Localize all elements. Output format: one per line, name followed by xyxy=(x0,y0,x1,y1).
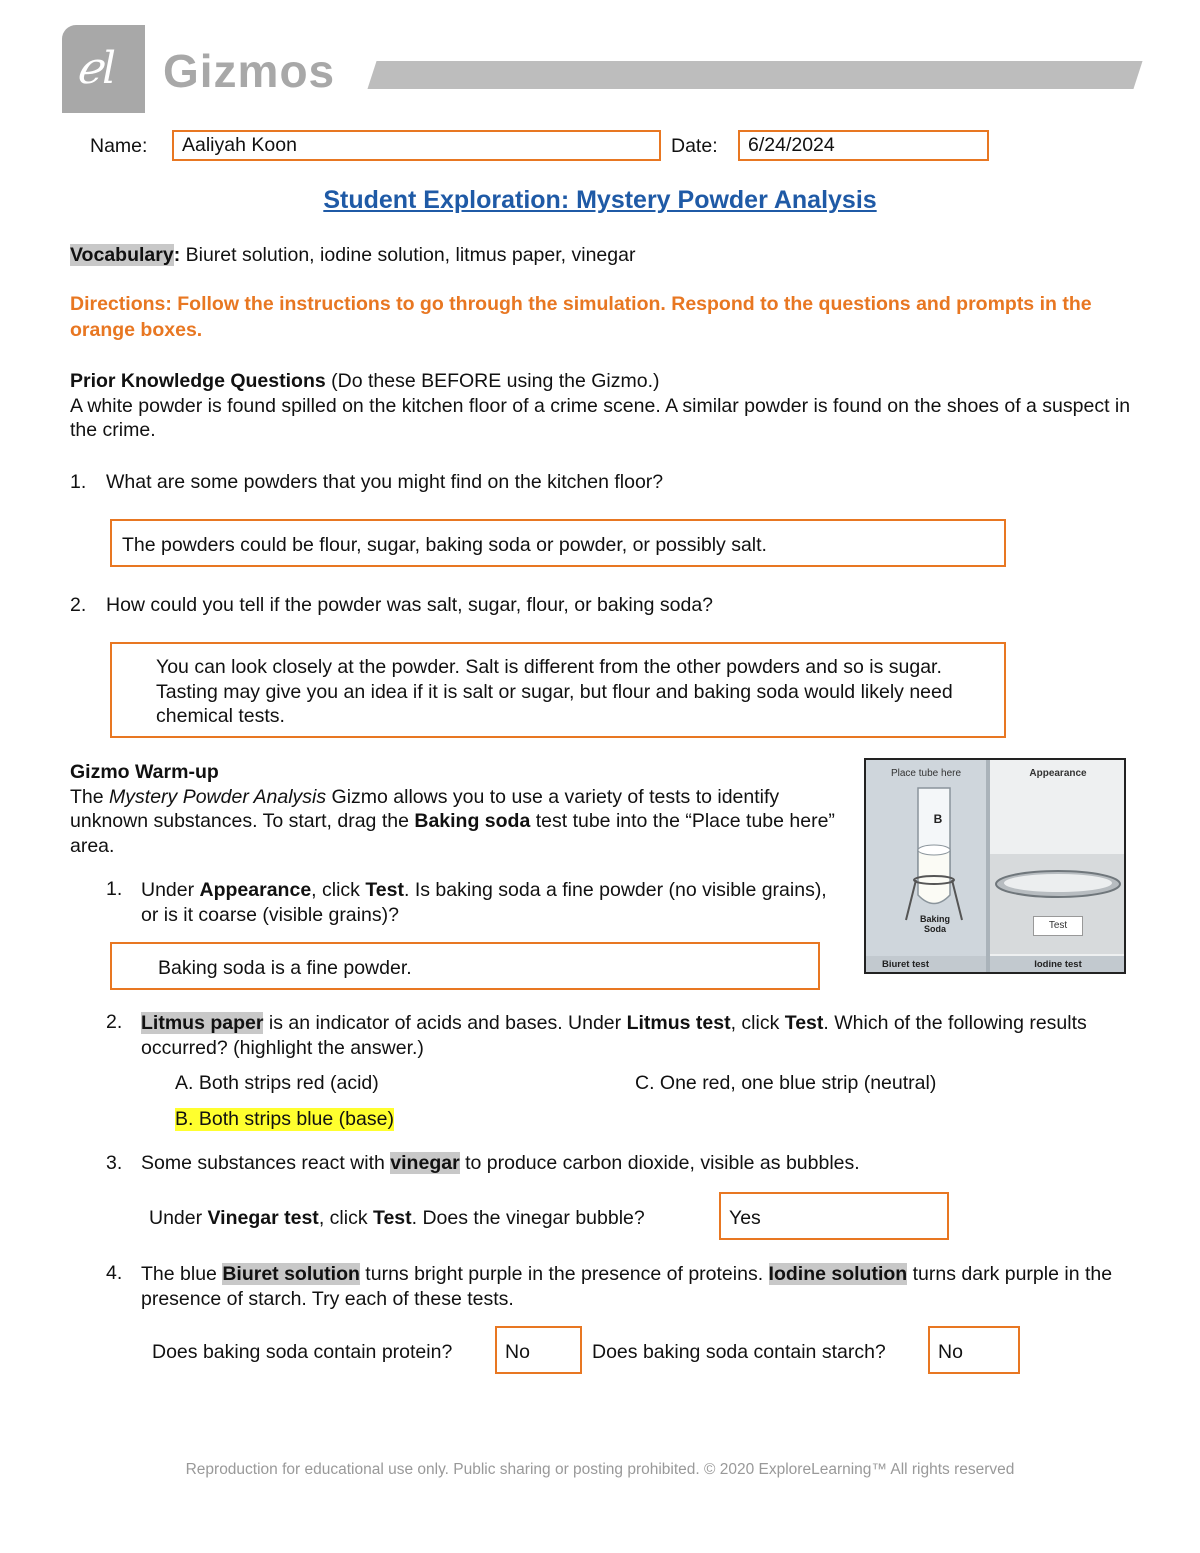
prior-q2-text: How could you tell if the powder was salt, sugar, flour, or baking soda? xyxy=(106,594,714,616)
protein-question: Does baking soda contain protein? xyxy=(152,1341,453,1363)
test-tube-icon xyxy=(866,780,986,970)
warmup-q1-number: 1. xyxy=(106,878,123,900)
prior-q1-text: What are some powders that you might find on the kitchen floor? xyxy=(106,471,664,493)
prior-q1-number: 1. xyxy=(70,471,87,493)
gizmo-screenshot xyxy=(864,758,1126,974)
option-a[interactable]: A. Both strips red (acid) xyxy=(175,1072,379,1094)
warmup-q2-number: 2. xyxy=(106,1011,123,1033)
prior-answer-1[interactable]: The powders could be flour, sugar, baking soda or powder, or possibly salt. xyxy=(110,519,1006,567)
option-b-highlighted[interactable]: B. Both strips blue (base) xyxy=(175,1108,394,1130)
directions-text: Directions: Follow the instructions to go through the simulation. Respond to the questions and prompts in the orange boxes. xyxy=(70,293,1092,341)
vocabulary-terms: Biuret solution, iodine solution, litmus paper, vinegar xyxy=(180,244,636,266)
warmup-q3-number: 3. xyxy=(106,1152,123,1174)
warmup-q1-text: Under Appearance, click Test. Is baking soda a fine powder (no visible grains), or is it coarse (visible grains)? xyxy=(141,879,827,926)
warmup-section xyxy=(70,760,840,858)
name-label: Name: xyxy=(90,135,148,157)
dish-icon xyxy=(990,866,1126,906)
logo-glyph: ℯl xyxy=(76,43,117,94)
gizmos-logo-mark xyxy=(62,25,145,113)
vocabulary-line: Vocabulary: Biuret solution, iodine solution, litmus paper, vinegar xyxy=(70,244,636,266)
prior-knowledge-section: Prior Knowledge Questions (Do these BEFORE using the Gizmo.) A white powder is found spilled on the kitchen floor of a crime scene. A similar powder is found on the shoes of a suspect in the crime. xyxy=(70,369,1135,443)
tube-letter: B xyxy=(933,812,943,826)
vinegar-answer[interactable]: Yes xyxy=(719,1192,949,1240)
starch-answer[interactable]: No xyxy=(928,1326,1020,1374)
prior-intro: A white powder is found spilled on the kitchen floor of a crime scene. A similar powder is found on the shoes of a suspect in the crime. xyxy=(70,394,1131,441)
prior-q2-number: 2. xyxy=(70,594,87,616)
warmup-q3-text: Some substances react with vinegar to produce carbon dioxide, visible as bubbles. xyxy=(141,1152,860,1174)
page-title: Student Exploration: Mystery Powder Analysis xyxy=(323,186,877,214)
prior-answer-2[interactable]: You can look closely at the powder. Salt is different from the other powders and so is sugar. Tasting may give you an idea if it is salt or sugar, but flour and baking soda would likely need chemical tests. xyxy=(110,642,1006,738)
tube-label: Baking Soda xyxy=(919,914,950,934)
warmup-answer-1[interactable]: Baking soda is a fine powder. xyxy=(110,942,820,990)
warmup-q4-number: 4. xyxy=(106,1262,123,1284)
name-field[interactable]: Aaliyah Koon xyxy=(172,130,661,161)
date-label: Date: xyxy=(671,135,718,157)
warmup-q4-text: The blue Biuret solution turns bright purple in the presence of proteins. Iodine solution turns dark purple in the presence of starch. Try each of these tests. xyxy=(141,1263,1113,1310)
warmup-q2-text: Litmus paper is an indicator of acids and bases. Under Litmus test, click Test. Which of the following results occurred? (highlight the answer.) xyxy=(141,1012,1087,1059)
copyright-footer: Reproduction for educational use only. Public sharing or posting prohibited. © 2020 ExploreLearning™ All rights reserved xyxy=(185,1461,1015,1478)
prior-heading: Prior Knowledge Questions xyxy=(70,370,326,392)
appearance-label: Appearance xyxy=(1029,768,1087,779)
gizmos-logo-word: Gizmos xyxy=(163,45,336,97)
protein-answer[interactable]: No xyxy=(495,1326,582,1374)
date-field[interactable]: 6/24/2024 xyxy=(738,130,989,161)
header-bar xyxy=(367,61,1142,89)
warmup-heading: Gizmo Warm-up xyxy=(70,761,219,783)
warmup-q3-subprompt: Under Vinegar test, click Test. Does the vinegar bubble? xyxy=(149,1207,645,1229)
iodine-test-label: Iodine test xyxy=(990,956,1126,974)
warmup-intro: The Mystery Powder Analysis Gizmo allows you to use a variety of tests to identify unknown substances. To start, drag the Baking soda test tube into the “Place tube here” area. xyxy=(70,785,835,857)
biuret-test-label: Biuret test xyxy=(866,956,986,974)
test-button: Test xyxy=(1033,916,1083,936)
place-tube-label: Place tube here xyxy=(890,768,962,779)
starch-question: Does baking soda contain starch? xyxy=(592,1341,886,1363)
vocabulary-label: Vocabulary xyxy=(70,244,174,266)
option-c[interactable]: C. One red, one blue strip (neutral) xyxy=(635,1072,937,1094)
